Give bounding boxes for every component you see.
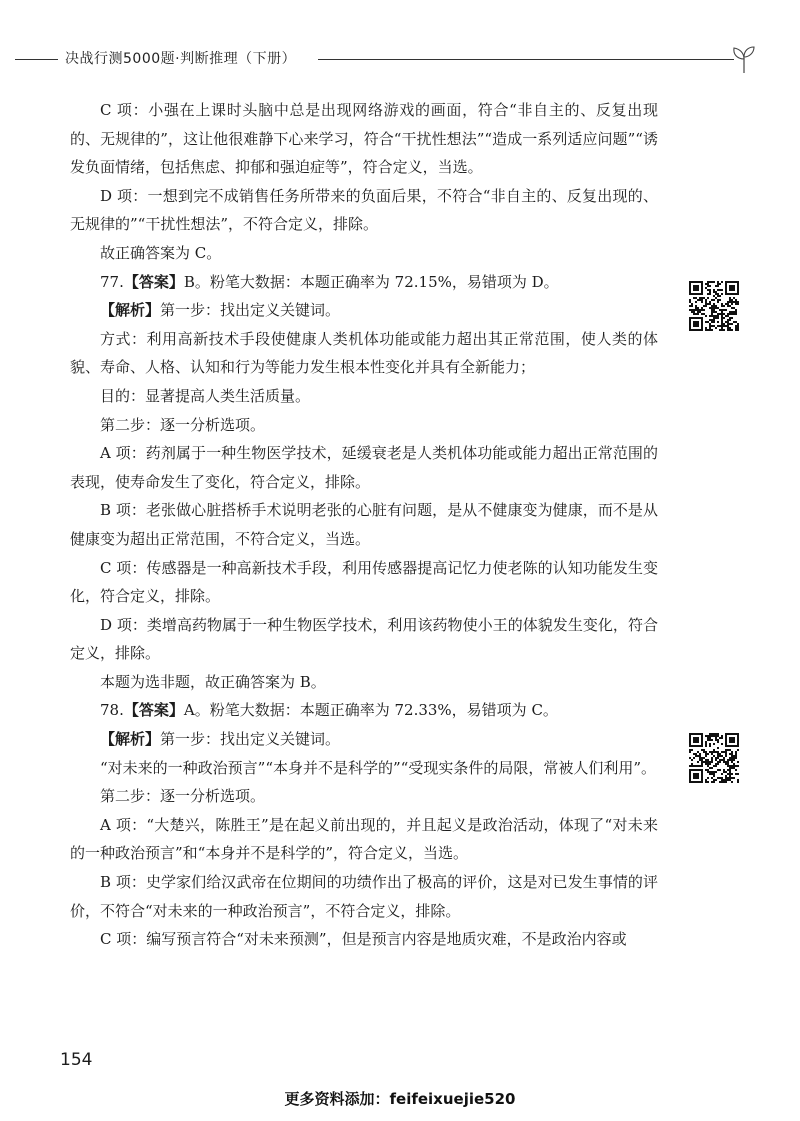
qr-code-icon[interactable] <box>689 281 739 331</box>
q77-line: B 项：老张做心脏搭桥手术说明老张的心脏有问题，是从不健康变为健康，而不是从健康变为超出正常范围，不符合定义，当选。 <box>70 501 658 548</box>
q78-number: 78. <box>100 701 124 720</box>
paragraph: 故正确答案为 C。 <box>100 243 222 262</box>
q78-answer-text: A。粉笔大数据：本题正确率为 72.33%，易错项为 C。 <box>183 701 558 720</box>
q78-answer-tag: 【答案】 <box>123 701 184 720</box>
paragraph: C 项：小强在上课时头脑中总是出现网络游戏的画面，符合“非自主的、反复出现的、无规律的”，这让他很难静下心来学习，符合“干扰性想法”“造成一系列适应问题”“诱发负面情绪，包括焦虑、抑郁和强迫症等”，符合定义，当选。 <box>70 101 658 177</box>
q78-line: 第二步：逐一分析选项。 <box>100 787 266 806</box>
q78-analysis-tag: 【解析】 <box>100 730 161 749</box>
q78-answer-line <box>70 696 658 725</box>
running-header <box>15 44 755 74</box>
q78-analysis-text: 第一步：找出定义关键词。 <box>160 730 341 749</box>
q77-line: 第二步：逐一分析选项。 <box>100 415 266 434</box>
qr-code-icon[interactable] <box>689 733 739 783</box>
q77-line: 本题为选非题，故正确答案为 B。 <box>100 672 326 691</box>
q78-line: “对未来的一种政治预言”“本身并不是科学的”“受现实条件的局限，常被人们利用”。 <box>100 758 657 777</box>
q78-analysis-line <box>70 725 658 754</box>
q77-analysis-line <box>70 296 658 325</box>
q77-number: 77. <box>100 272 124 291</box>
paragraph: D 项：一想到完不成销售任务所带来的负面后果，不符合“非自主的、反复出现的、无规律的”“干扰性想法”，不符合定义，排除。 <box>70 186 658 234</box>
q77-answer-text: B。粉笔大数据：本题正确率为 72.15%，易错项为 D。 <box>183 272 559 291</box>
q77-line: C 项：传感器是一种高新技术手段，利用传感器提高记忆力使老陈的认知功能发生变化，符合定义，排除。 <box>70 558 658 606</box>
q78-line: B 项：史学家们给汉武帝在位期间的功绩作出了极高的评价，这是对已发生事情的评价，不符合“对未来的一种政治预言”，不符合定义，排除。 <box>70 873 658 920</box>
q77-line: 目的：显著提高人类生活质量。 <box>100 386 311 405</box>
q77-analysis-tag: 【解析】 <box>100 301 161 320</box>
page-number: 154 <box>60 1050 93 1070</box>
header-rule-right <box>318 59 734 60</box>
q77-line: D 项：类增高药物属于一种生物医学技术，利用该药物使小王的体貌发生变化，符合定义，排除。 <box>70 615 658 663</box>
q77-analysis-text: 第一步：找出定义关键词。 <box>160 301 341 320</box>
running-header-title: 决战行测5000题·判断推理（下册） <box>65 51 297 67</box>
answer-content <box>70 96 658 954</box>
q77-answer-line <box>70 268 658 297</box>
sprout-icon <box>731 44 757 74</box>
q78-line: C 项：编写预言符合“对未来预测”，但是预言内容是地质灾难，不是政治内容或 <box>100 930 627 949</box>
q77-answer-tag: 【答案】 <box>123 272 184 291</box>
header-rule-left <box>15 59 58 60</box>
q78-line: A 项：“大楚兴，陈胜王”是在起义前出现的，并且起义是政治活动，体现了“对未来的一种政治预言”和“本身并不是科学的”，符合定义，当选。 <box>70 815 658 863</box>
footer-note: 更多资料添加：feifeixuejie520 <box>284 1090 516 1108</box>
q77-line: 方式：利用高新技术手段使健康人类机体功能或能力超出其正常范围，使人类的体貌、寿命、人格、认知和行为等能力发生根本性变化并具有全新能力； <box>70 329 658 377</box>
q77-line: A 项：药剂属于一种生物医学技术，延缓衰老是人类机体功能或能力超出正常范围的表现，使寿命发生了变化，符合定义，排除。 <box>70 444 658 491</box>
